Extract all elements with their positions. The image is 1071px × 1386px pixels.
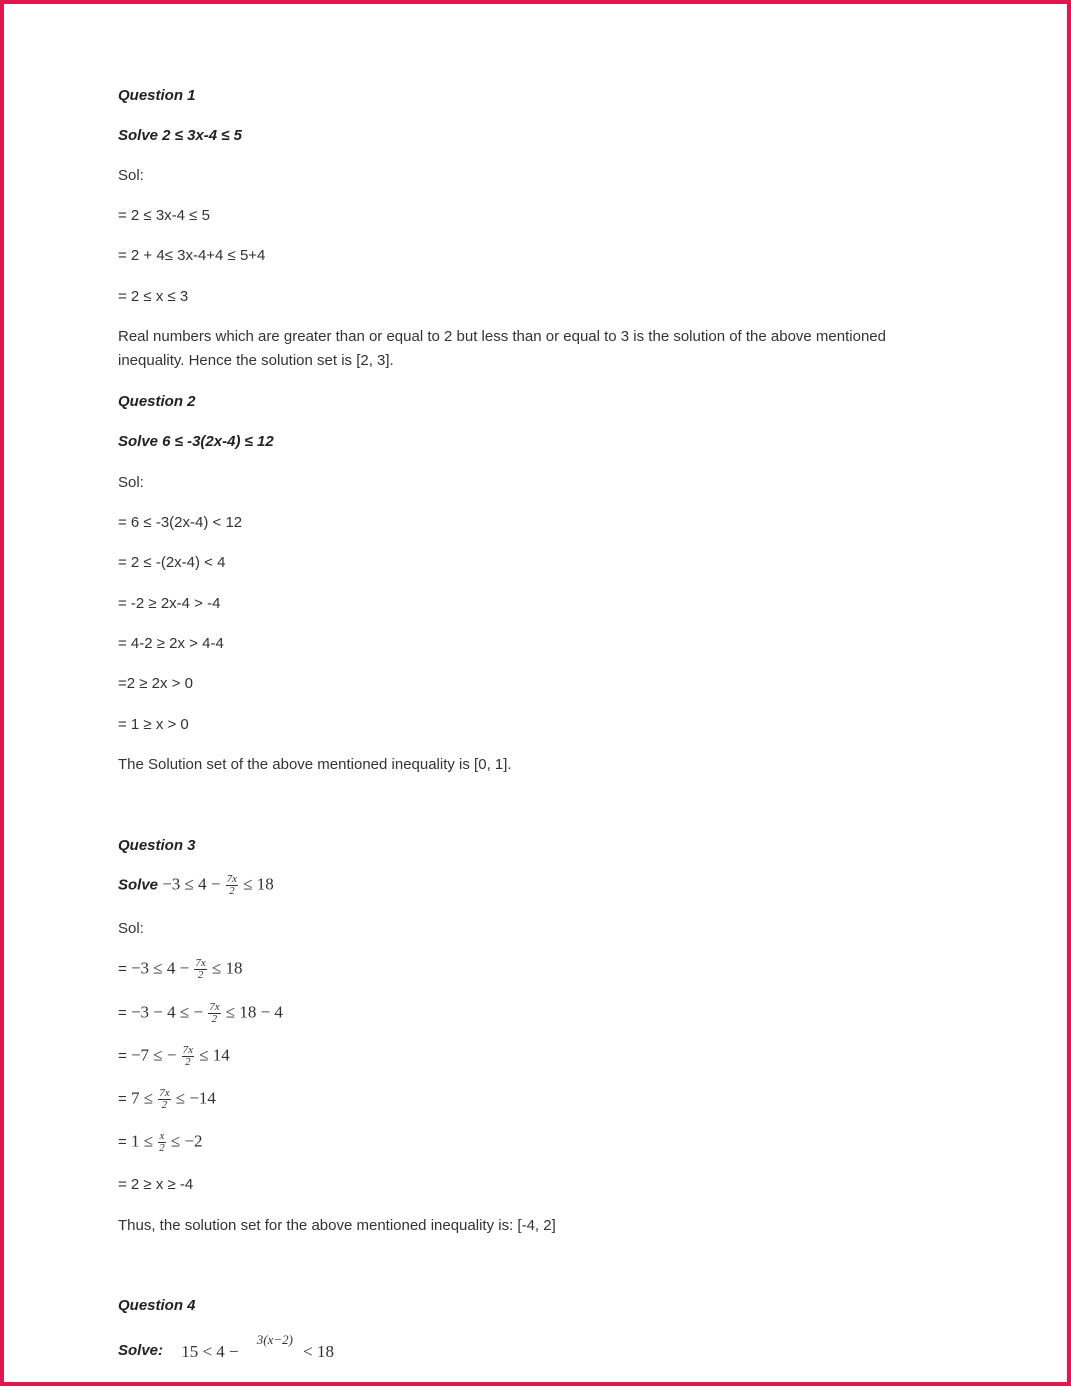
question-3-step: = −7 ≤ − $\frac{7x}{2}$ ≤ 14: [118, 1044, 230, 1068]
question-1-title: Question 1: [118, 87, 196, 104]
question-3-prompt-left: −3 ≤ 4 −: [162, 874, 221, 894]
question-2-title: Question 2: [118, 393, 196, 410]
question-2-sol-label: Sol:: [118, 474, 144, 491]
question-1-conclusion: Real numbers which are greater than or equal to 2 but less than or equal to 3 is the solution of the above mentioned inequality. Hence the solution set is [2, 3].: [118, 328, 886, 369]
question-3-prompt: [118, 874, 274, 897]
question-4-prompt: [118, 1332, 335, 1361]
question-2-conclusion: The Solution set of the above mentioned inequality is [0, 1].: [118, 756, 512, 773]
question-3-title: Question 3: [118, 837, 196, 854]
question-3-step: = −3 ≤ 4 − $\frac{7x}{2}$ ≤ 18: [118, 957, 243, 981]
question-2-step: = 2 ≤ -(2x-4) < 4: [118, 554, 226, 571]
question-3-step: = 2 ≥ x ≥ -4: [118, 1176, 194, 1193]
question-4-title: Question 4: [118, 1297, 196, 1314]
question-1-prompt: Solve 2 ≤ 3x-4 ≤ 5: [118, 127, 243, 144]
question-3-step: = −3 − 4 ≤ − $\frac{7x}{2}$ ≤ 18 − 4: [118, 1001, 283, 1025]
question-2-step: =2 ≥ 2x > 0: [118, 675, 193, 692]
question-1-sol-label: Sol:: [118, 167, 144, 184]
question-3-prompt-label: Solve: [118, 876, 159, 894]
question-1-step: = 2 ≤ 3x-4 ≤ 5: [118, 207, 210, 224]
question-4-prompt-numerator: 3(x−2): [256, 1332, 293, 1347]
question-3-sol-label: Sol:: [118, 920, 144, 937]
question-2-step: = 6 ≤ -3(2x-4) < 12: [118, 514, 243, 531]
question-3-step: = 1 ≤ $\frac{x}{2}$ ≤ −2: [118, 1130, 203, 1154]
question-3-prompt-right: ≤ 18: [243, 874, 274, 894]
question-4-prompt-label: Solve:: [118, 1342, 164, 1359]
question-2-step: = 1 ≥ x > 0: [118, 716, 189, 733]
question-3-prompt-fraction: $\frac{7x}{2}$: [226, 873, 238, 897]
question-1-step: = 2 + 4≤ 3x-4+4 ≤ 5+4: [118, 247, 266, 264]
question-4-prompt-right: < 18: [303, 1342, 335, 1361]
question-1-step: = 2 ≤ x ≤ 3: [118, 288, 189, 305]
question-3-conclusion: Thus, the solution set for the above mentioned inequality is: [-4, 2]: [118, 1217, 556, 1234]
question-4-prompt-left: 15 < 4 −: [181, 1342, 239, 1361]
question-2-step: = 4-2 ≥ 2x > 4-4: [118, 635, 224, 652]
document-body: [118, 78, 958, 1361]
question-3-step: = 7 ≤ $\frac{7x}{2}$ ≤ −14: [118, 1087, 216, 1111]
question-2-prompt: Solve 6 ≤ -3(2x-4) ≤ 12: [118, 433, 274, 450]
question-2-step: = -2 ≥ 2x-4 > -4: [118, 595, 221, 612]
